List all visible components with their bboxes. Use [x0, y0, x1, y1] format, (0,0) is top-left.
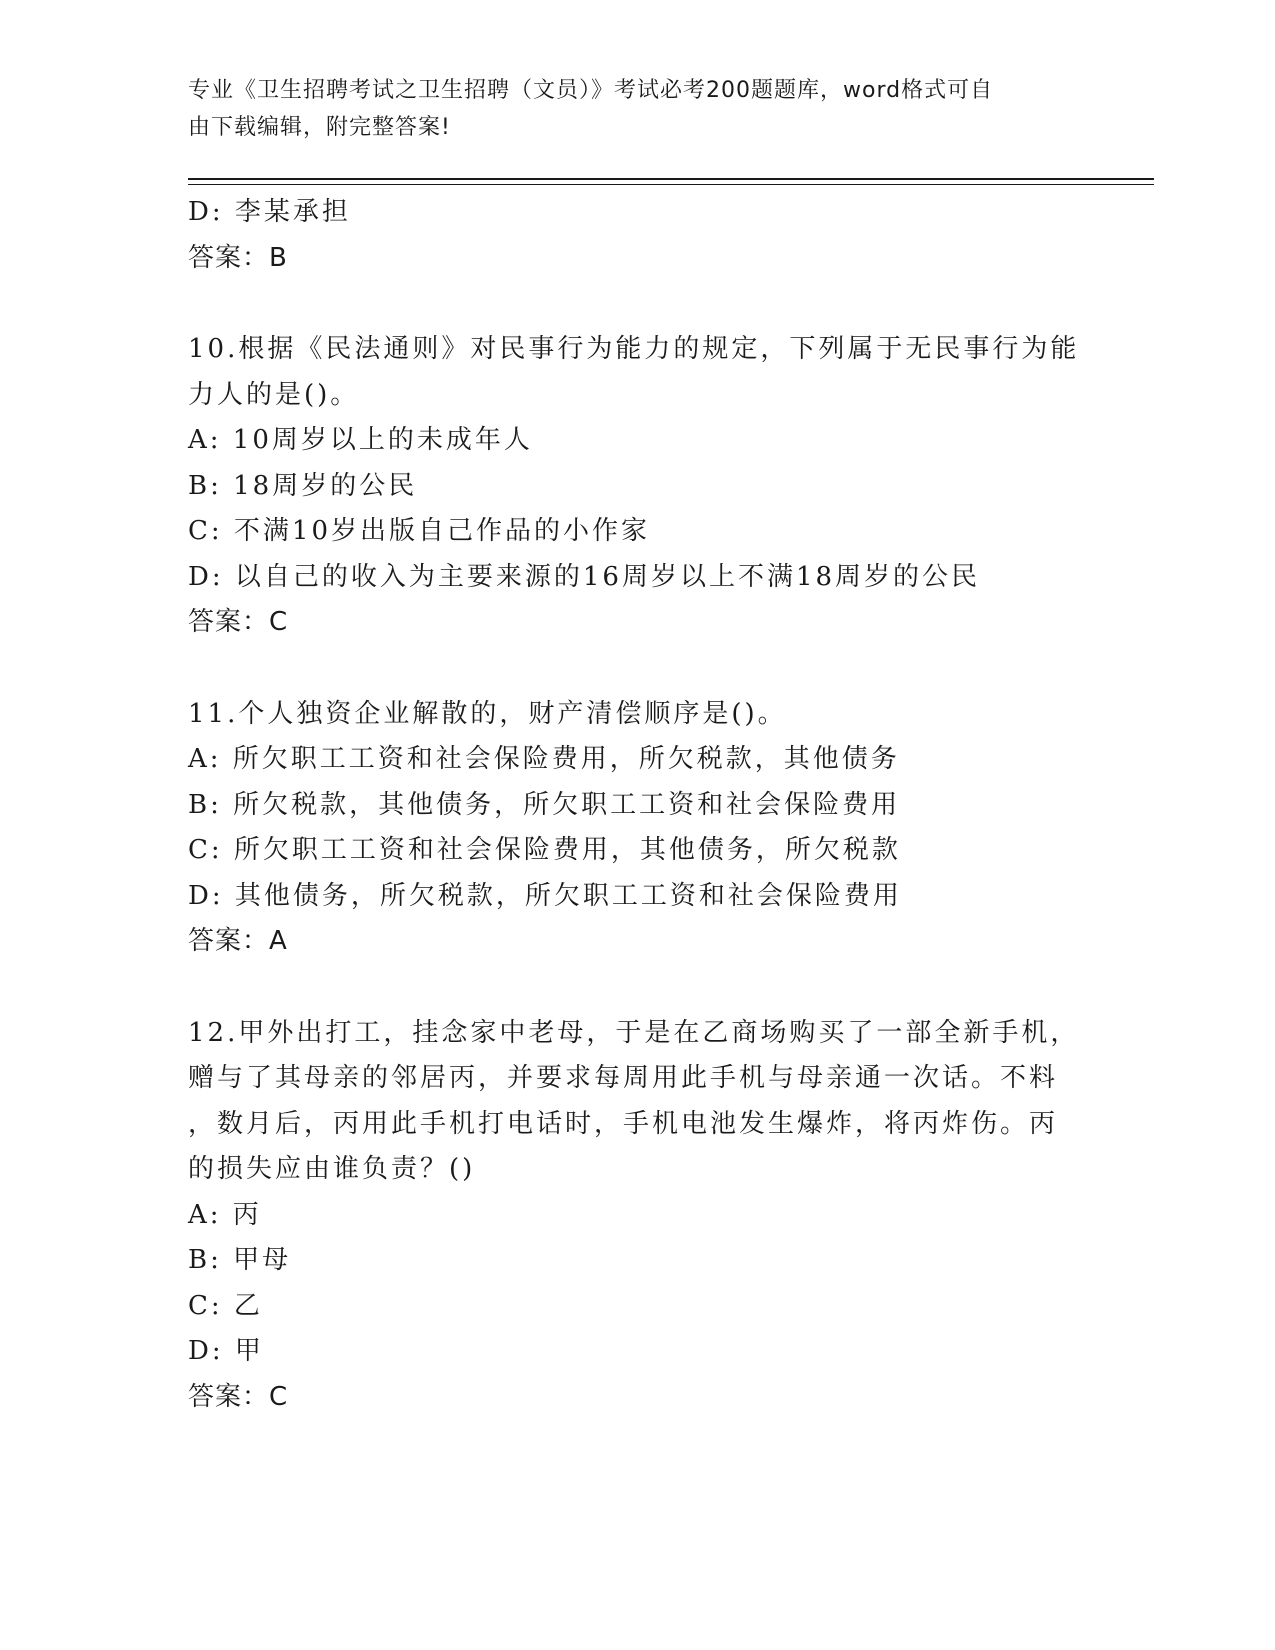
stem-line: 11.个人独资企业解散的，财产清偿顺序是()。 [188, 698, 787, 729]
option-d: D: 其他债务，所欠税款，所欠职工工资和社会保险费用 [188, 880, 902, 911]
option-c: C: 乙 [188, 1290, 263, 1321]
option-a: A: 丙 [188, 1199, 262, 1230]
carryover-block [188, 190, 1088, 281]
spacer [188, 281, 1088, 327]
option-a: A: 所欠职工工资和社会保险费用，所欠税款，其他债务 [188, 744, 900, 774]
answer-line: 答案：B [188, 242, 288, 273]
header-line-2: 由下载编辑，附完整答案! [188, 115, 451, 140]
spacer [188, 646, 1088, 692]
stem-line: 力人的是()。 [188, 379, 360, 410]
answer-line: 答案：C [188, 1381, 289, 1412]
question-list [188, 190, 1088, 1420]
spacer [188, 965, 1088, 1011]
stem-line: 的损失应由谁负责？() [188, 1154, 476, 1184]
option-c: C: 不满10岁出版自己作品的小作家 [188, 516, 651, 546]
question-stem [188, 1011, 1088, 1193]
stem-line: ，数月后，丙用此手机打电话时，手机电池发生爆炸，将丙炸伤。丙 [188, 1108, 1059, 1139]
header-rule-thin [188, 184, 1154, 185]
option-d: D: 李某承担 [188, 197, 351, 227]
answer-line: 答案：A [188, 926, 288, 956]
question-12 [188, 1011, 1088, 1421]
option-b: B: 18周岁的公民 [188, 470, 418, 501]
option-b: B: 所欠税款，其他债务，所欠职工工资和社会保险费用 [188, 789, 901, 820]
option-a: A: 10周岁以上的未成年人 [188, 425, 533, 455]
option-d: D: 甲 [188, 1336, 264, 1366]
answer-line: 答案：C [188, 607, 289, 637]
header-rule-thick [188, 178, 1154, 180]
stem-line: 12.甲外出打工，挂念家中老母，于是在乙商场购买了一部全新手机， [188, 1017, 1080, 1048]
stem-line: 赠与了其母亲的邻居丙，并要求每周用此手机与母亲通一次话。不料 [188, 1063, 1059, 1093]
document-header [188, 72, 1068, 146]
option-c: C: 所欠职工工资和社会保险费用，其他债务，所欠税款 [188, 835, 901, 865]
option-d: D: 以自己的收入为主要来源的16周岁以上不满18周岁的公民 [188, 561, 981, 592]
question-10 [188, 327, 1088, 646]
option-b: B: 甲母 [188, 1245, 292, 1275]
question-11 [188, 692, 1088, 965]
question-stem [188, 692, 1088, 738]
stem-line: 10.根据《民法通则》对民事行为能力的规定，下列属于无民事行为能 [188, 334, 1080, 364]
question-stem [188, 327, 1088, 418]
header-line-1: 专业《卫生招聘考试之卫生招聘（文员）》考试必考200题题库，word格式可自 [188, 78, 994, 103]
